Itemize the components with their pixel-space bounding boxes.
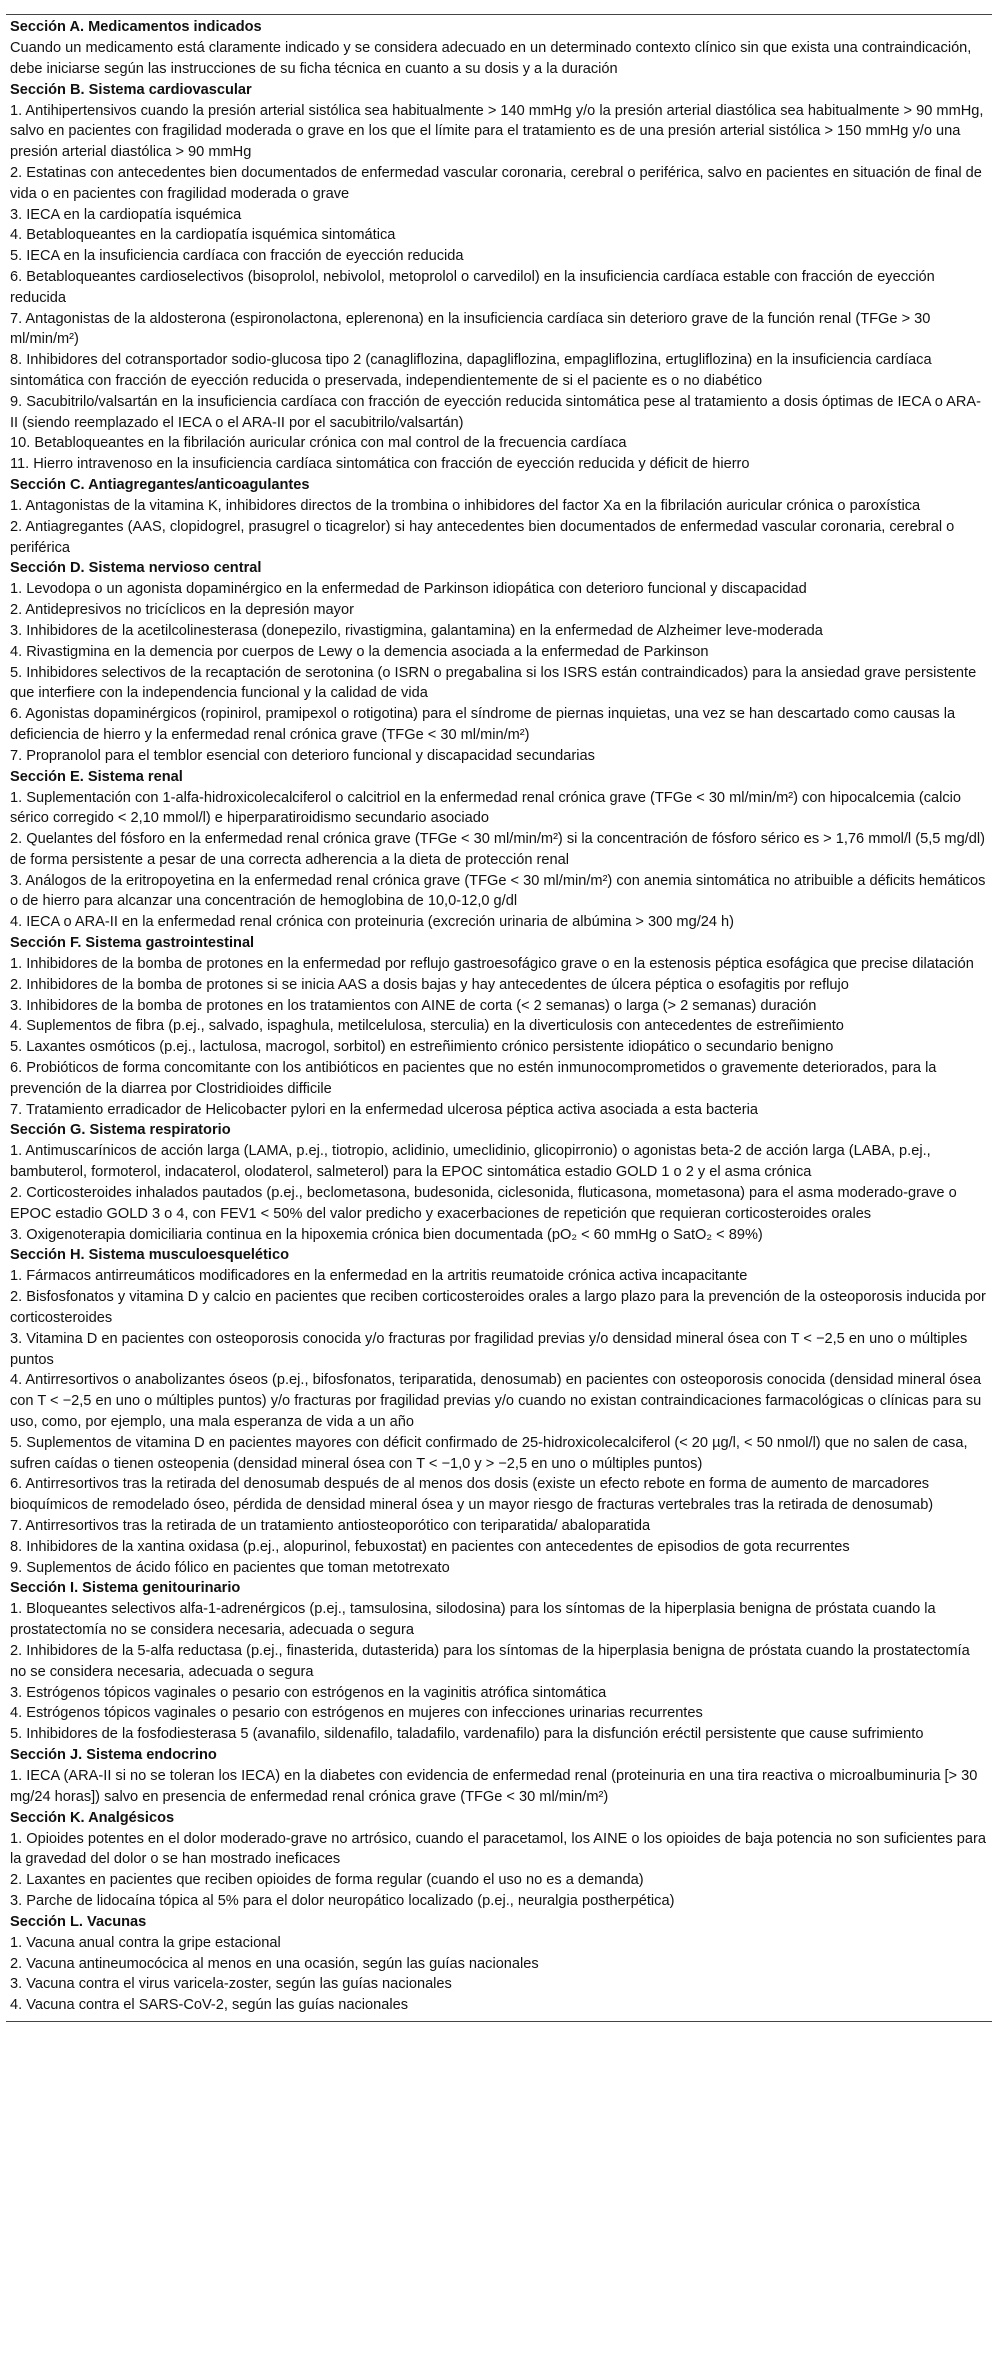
criteria-item: 1. IECA (ARA-II si no se toleran los IECA) en la diabetes con evidencia de enfermedad renal (proteinuria en una tira reactiva o microalbuminuria [> 30 mg/24 horas]) salvo en presencia de enfermedad renal crónica grave (TFGe < 30 ml/min/m²) [10,1767,978,1805]
section-title: Sección K. Analgésicos [10,1809,175,1826]
criteria-item: 2. Corticosteroides inhalados pautados (p.ej., beclometasona, budesonida, ciclesonida, fluticasona, mometasona) para el asma moderado-grave o EPOC estadio GOLD 3 o 4, con FEV1 < 50% del valor predicho y exacerbaciones de repetición que requieran corticosteroides orales [10,1185,957,1222]
criteria-item: 5. Laxantes osmóticos (p.ej., lactulosa, macrogol, sorbitol) en estreñimiento crónico persistente idiopático o secundario benigno [10,1039,834,1056]
criteria-item: 6. Probióticos de forma concomitante con los antibióticos en pacientes que no estén inmunocomprometidos o gravemente deteriorados, para la prevención de la diarrea por Clostridioides difficile [10,1060,937,1097]
criteria-item: 4. Betabloqueantes en la cardiopatía isquémica sintomática [10,227,396,244]
criteria-item: 5. Inhibidores de la fosfodiesterasa 5 (avanafilo, sildenafilo, taladafilo, vardenafilo) para la disfunción eréctil persistente que cause sufrimiento [10,1726,924,1743]
criteria-item: 3. Análogos de la eritropoyetina en la enfermedad renal crónica grave (TFGe < 30 ml/min/m²) con anemia sintomática no atribuible a déficits hemáticos o de hierro para alcanzar una concentración de hemoglobina de 10,0-12,0 g/dl [10,872,986,910]
criteria-item: 3. Oxigenoterapia domiciliaria continua en la hipoxemia crónica bien documentada (pO₂ < 60 mmHg o SatO₂ < 89%) [10,1226,763,1243]
criteria-item: 3. Parche de lidocaína tópica al 5% para el dolor neuropático localizado (p.ej., neuralgia postherpética) [10,1892,675,1909]
criteria-item: 8. Inhibidores del cotransportador sodio-glucosa tipo 2 (canagliflozina, dapagliflozina, empagliflozina, ertugliflozina) en la insuficiencia cardíaca sintomática con fracción de eyección reducida o preservada, independientemente de si el paciente es o no diabético [10,352,932,389]
section-title: Sección H. Sistema musculoesquelético [10,1247,289,1264]
criteria-item: Cuando un medicamento está claramente indicado y se considera adecuado en un determinado contexto clínico sin que exista una contraindicación, debe iniciarse según las instrucciones de su ficha técnica en cuanto a su dosis y a la duración [10,40,972,77]
criteria-item: 2. Antiagregantes (AAS, clopidogrel, prasugrel o ticagrelor) si hay antecedentes bien documentados de enfermedad vascular coronaria, cerebral o periférica [10,518,955,556]
criteria-item: 3. Vitamina D en pacientes con osteoporosis conocida y/o fracturas por fragilidad previas y/o densidad mineral ósea con T < −2,5 en uno o múltiples puntos [10,1330,968,1368]
section-title: Sección C. Antiagregantes/anticoagulantes [10,476,310,493]
section-title: Sección F. Sistema gastrointestinal [10,935,255,952]
criteria-item: 9. Suplementos de ácido fólico en pacientes que toman metotrexato [10,1559,450,1576]
criteria-item: 11. Hierro intravenoso en la insuficiencia cardíaca sintomática con fracción de eyección reducida y déficit de hierro [10,456,750,473]
criteria-item: 2. Estatinas con antecedentes bien documentados de enfermedad vascular coronaria, cerebral o periférica, salvo en pacientes en situación de final de vida o en pacientes con fragilidad moderada o grave [10,164,982,202]
criteria-item: 3. Estrógenos tópicos vaginales o pesario con estrógenos en la vaginitis atrófica sintomática [10,1684,607,1701]
criteria-item: 5. Inhibidores selectivos de la recaptación de serotonina (o ISRN o pregabalina si los ISRS están contraindicados) para la ansiedad grave persistente que interfiere con la independencia funcional y la calidad de vida [10,664,977,702]
criteria-item: 3. Inhibidores de la bomba de protones en los tratamientos con AINE de corta (< 2 semanas) o larga (> 2 semanas) duración [10,997,817,1014]
section-title: Sección B. Sistema cardiovascular [10,81,252,98]
section-title: Sección L. Vacunas [10,1913,147,1930]
section-title: Sección J. Sistema endocrino [10,1746,217,1763]
criteria-item: 4. Vacuna contra el SARS-CoV-2, según las guías nacionales [10,1997,409,2014]
criteria-item: 6. Betabloqueantes cardioselectivos (bisoprolol, nebivolol, metoprolol o carvedilol) en la insuficiencia cardíaca estable con fracción de eyección reducida [10,268,935,306]
criteria-item: 7. Antagonistas de la aldosterona (espironolactona, eplerenona) en la insuficiencia cardíaca sin deterioro grave de la función renal (TFGe > 30 ml/min/m²) [10,310,931,348]
criteria-item: 2. Inhibidores de la 5-alfa reductasa (p.ej., finasterida, dutasterida) para los síntomas de la hiperplasia benigna de próstata cuando la prostatectomía no se considera necesaria, adecuada o segura [10,1642,970,1680]
criteria-item: 2. Vacuna antineumocócica al menos en una ocasión, según las guías nacionales [10,1955,539,1972]
criteria-item: 5. Suplementos de vitamina D en pacientes mayores con déficit confirmado de 25-hidroxicolecalciferol (< 20 µg/l, < 50 nmol/l) que no salen de casa, sufren caídas o tienen osteopenia (densidad mineral ósea con T < −1,0 y > −2,5 en uno o múltiples puntos) [10,1434,968,1472]
criteria-item: 4. Estrógenos tópicos vaginales o pesario con estrógenos en mujeres con infecciones urinarias recurrentes [10,1705,703,1722]
criteria-item: 7. Antirresortivos tras la retirada de un tratamiento antiosteoporótico con teriparatida/ abaloparatida [10,1518,651,1534]
criteria-item: 5. IECA en la insuficiencia cardíaca con fracción de eyección reducida [10,248,464,265]
criteria-item: 2. Quelantes del fósforo en la enfermedad renal crónica grave (TFGe < 30 ml/min/m²) si la concentración de fósforo sérico es > 1,76 mmol/l (5,5 mg/dl) de forma persistente a pesar de una correcta adherencia a la dieta de protección renal [10,831,985,868]
criteria-item: 1. Fármacos antirreumáticos modificadores en la enfermedad en la artritis reumatoide crónica activa incapacitante [10,1268,748,1285]
criteria-item: 1. Inhibidores de la bomba de protones en la enfermedad por reflujo gastroesofágico grave o en la estenosis péptica esofágica que precise dilatación [10,956,974,973]
criteria-item: 9. Sacubitrilo/valsartán en la insuficiencia cardíaca con fracción de eyección reducida sintomática pese al tratamiento a dosis óptimas de IECA o ARA-II (siendo reemplazado el IECA o el ARA-II por el sacubitrilo/valsartán) [10,393,981,431]
criteria-item: 3. Vacuna contra el virus varicela-zoster, según las guías nacionales [10,1976,452,1993]
criteria-item: 1. Antimuscarínicos de acción larga (LAMA, p.ej., tiotropio, aclidinio, umeclidinio, glicopirronio) o agonistas beta-2 de acción larga (LABA, p.ej., bambuterol, formoterol, indacaterol, olodaterol, salmeterol) para la EPOC sintomática estadio GOLD 1 o 2 y el asma crónica [10,1143,931,1181]
criteria-item: 1. Vacuna anual contra la gripe estacional [10,1934,281,1951]
criteria-item: 3. Inhibidores de la acetilcolinesterasa (donepezilo, rivastigmina, galantamina) en la enfermedad de Alzheimer leve-moderada [10,622,823,639]
criteria-item: 2. Bisfosfonatos y vitamina D y calcio en pacientes que reciben corticosteroides orales a largo plazo para la prevención de la osteoporosis inducida por corticosteroides [10,1289,986,1327]
section-title: Sección I. Sistema genitourinario [10,1580,241,1597]
criteria-table [6,14,992,2022]
criteria-item: 1. Levodopa o un agonista dopaminérgico en la enfermedad de Parkinson idiopática con deterioro funcional y discapacidad [10,581,807,598]
criteria-item: 1. Antagonistas de la vitamina K, inhibidores directos de la trombina o inhibidores del factor Xa en la fibrilación auricular crónica o paroxística [10,497,921,514]
criteria-item: 2. Antidepresivos no tricíclicos en la depresión mayor [10,602,354,619]
criteria-item: 1. Suplementación con 1-alfa-hidroxicolecalciferol o calcitriol en la enfermedad renal crónica grave (TFGe < 30 ml/min/m²) con hipocalcemia (calcio sérico corregido < 2,10 mmol/l) e hiperparatiroidismo secundario asociado [10,789,962,827]
criteria-item: 1. Opioides potentes en el dolor moderado-grave no artrósico, cuando el paracetamol, los AINE o los opioides de baja potencia no son suficientes para la gravedad del dolor o se han mostrado ineficaces [10,1830,986,1868]
criteria-item: 2. Laxantes en pacientes que reciben opioides de forma regular (cuando el uso no es a demanda) [10,1872,644,1889]
criteria-item: 10. Betabloqueantes en la fibrilación auricular crónica con mal control de la frecuencia cardíaca [10,435,627,452]
criteria-item: 1. Bloqueantes selectivos alfa-1-adrenérgicos (p.ej., tamsulosina, silodosina) para los síntomas de la hiperplasia benigna de próstata cuando la prostatectomía no se considera necesaria, adecuada o segura [10,1601,936,1639]
section-title: Sección D. Sistema nervioso central [10,560,262,577]
section-title: Sección A. Medicamentos indicados [10,19,262,35]
criteria-item: 4. Rivastigmina en la demencia por cuerpos de Lewy o la demencia asociada a la enfermedad de Parkinson [10,643,709,660]
criteria-item: 7. Tratamiento erradicador de Helicobacter pylori en la enfermedad ulcerosa péptica activa asociada a esta bacteria [10,1101,758,1118]
criteria-item: 7. Propranolol para el temblor esencial con deterioro funcional y discapacidad secundarias [10,747,595,764]
criteria-item: 6. Agonistas dopaminérgicos (ropinirol, pramipexol o rotigotina) para el síndrome de piernas inquietas, una vez se han descartado como causas la deficiencia de hierro y la enfermedad renal crónica grave (TFGe < 30 ml/min/m²) [10,706,956,743]
criteria-item: 6. Antirresortivos tras la retirada del denosumab después de al menos dos dosis (existe un efecto rebote en forma de aumento de marcadores bioquímicos de remodelado óseo, pérdida de densidad mineral ósea y un mayor riesgo de fracturas vertebrales tras la retirada de denosumab) [10,1476,934,1514]
criteria-item: 4. IECA o ARA-II en la enfermedad renal crónica con proteinuria (excreción urinaria de albúmina > 300 mg/24 h) [10,914,735,931]
criteria-item: 3. IECA en la cardiopatía isquémica [10,206,242,223]
criteria-item: 8. Inhibidores de la xantina oxidasa (p.ej., alopurinol, febuxostat) en pacientes con antecedentes de episodios de gota recurrentes [10,1538,850,1555]
section-title: Sección E. Sistema renal [10,768,183,785]
criteria-item: 1. Antihipertensivos cuando la presión arterial sistólica sea habitualmente > 140 mmHg y/o la presión arterial diastólica sea habitualmente > 90 mmHg, salvo en pacientes con fragilidad moderada o grave en los que el límite para el tratamiento es de una presión arterial sistólica > 150 mmHg y/o una presión arterial diastólica > 90 mmHg [10,102,984,161]
criteria-item: 4. Suplementos de fibra (p.ej., salvado, ispaghula, metilcelulosa, sterculia) en la diverticulosis con antecedentes de estreñimiento [10,1018,844,1035]
criteria-item: 4. Antirresortivos o anabolizantes óseos (p.ej., bifosfonatos, teriparatida, denosumab) en pacientes con osteoporosis conocida (densidad mineral ósea con T < −2,5 en uno o múltiples puntos) y/o fracturas por fragilidad previas y/o cuando no existan contraindicaciones farmacológicas o clínicas para su uso, como, por ejemplo, una mala esperanza de vida a un año [10,1372,982,1431]
criteria-item: 2. Inhibidores de la bomba de protones si se inicia AAS a dosis bajas y hay antecedentes de úlcera péptica o esofagitis por reflujo [10,976,849,993]
section-title: Sección G. Sistema respiratorio [10,1122,231,1139]
